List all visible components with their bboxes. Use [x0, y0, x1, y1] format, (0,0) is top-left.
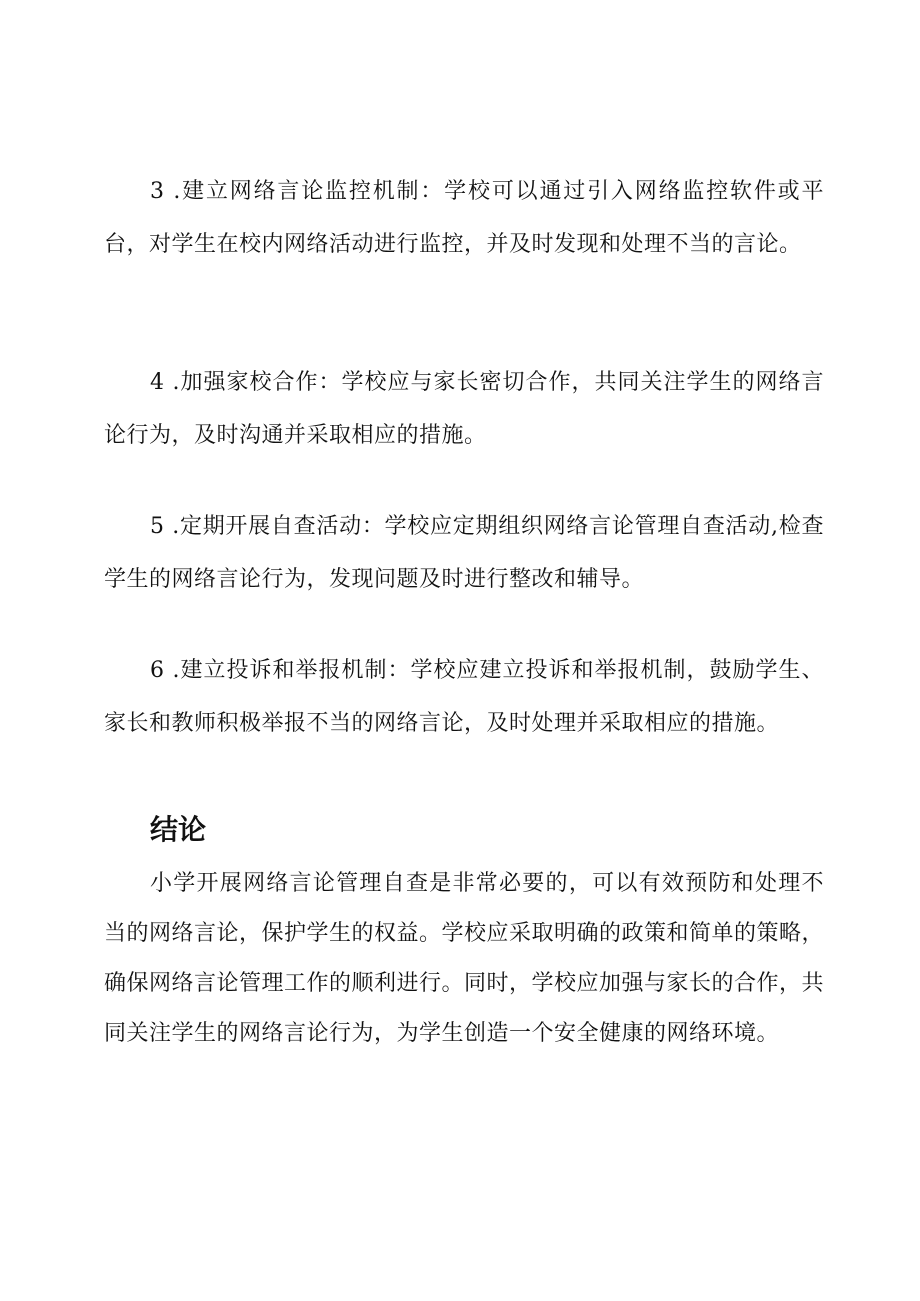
list-item-6: [104, 644, 824, 750]
item-text: .建立投诉和举报机制：学校应建立投诉和举报机制，鼓励学生、家长和教师积极举报不当的网络言论，及时处理并采取相应的措施。: [104, 658, 824, 736]
conclusion-heading: 结论: [150, 813, 207, 846]
item-text: .定期开展自查活动：学校应定期组织网络言论管理自查活动,检查学生的网络言论行为，发现问题及时进行整改和辅导。: [104, 514, 824, 592]
item-text: .加强家校合作：学校应与家长密切合作，共同关注学生的网络言论行为，及时沟通并采取相应的措施。: [104, 370, 824, 448]
item-number: 3: [150, 179, 165, 204]
item-number: 5: [150, 514, 165, 539]
conclusion-paragraph: 小学开展网络言论管理自查是非常必要的，可以有效预防和处理不当的网络言论，保护学生的权益。学校应采取明确的政策和简单的策略，确保网络言论管理工作的顺利进行。同时，学校应加强与家长的合作，共同关注学生的网络言论行为，为学生创造一个安全健康的网络环境。: [104, 871, 825, 1046]
item-number: 6: [150, 658, 165, 683]
item-number: 4: [150, 370, 165, 395]
list-item-4: [104, 356, 824, 462]
item-text: .建立网络言论监控机制：学校可以通过引入网络监控软件或平台，对学生在校内网络活动进行监控，并及时发现和处理不当的言论。: [104, 179, 825, 257]
list-item-3: [104, 165, 824, 271]
list-item-5: [104, 500, 824, 606]
